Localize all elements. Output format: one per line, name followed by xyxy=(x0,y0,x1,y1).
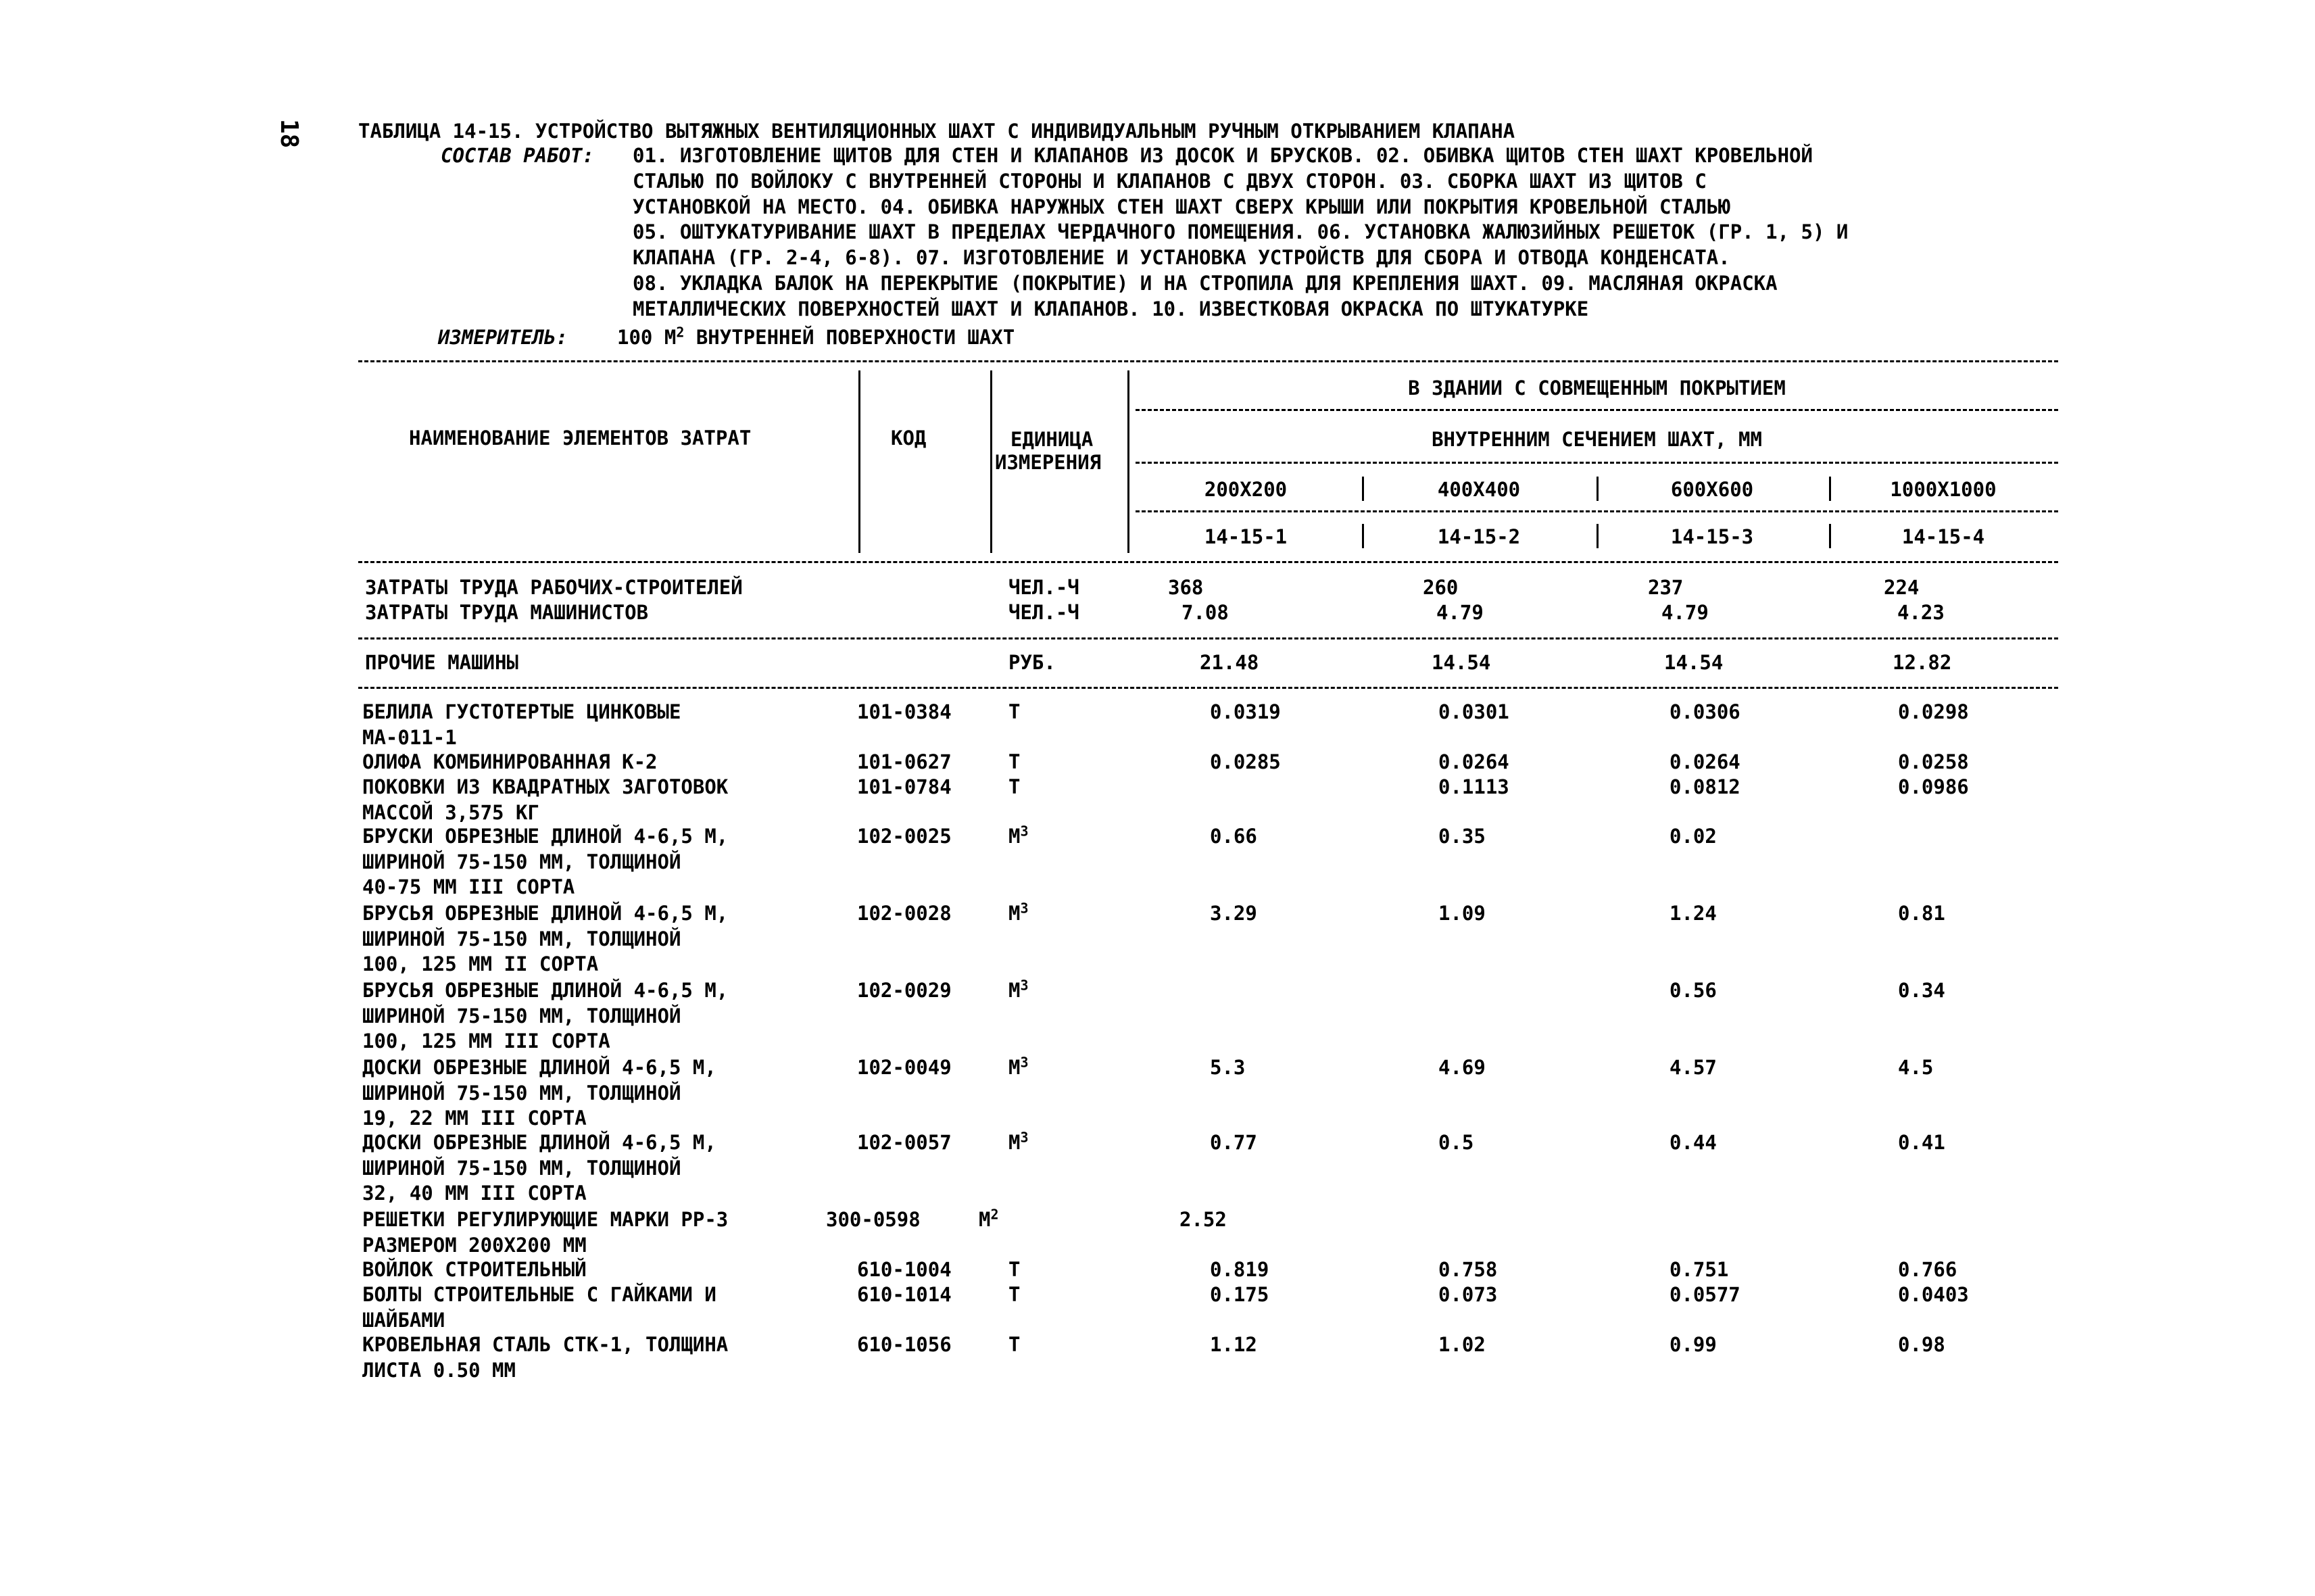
material-value: 0.81 xyxy=(1898,902,1945,925)
material-name-line: 100, 125 ММ II СОРТА xyxy=(362,952,599,975)
header-bottom-rule xyxy=(358,561,2058,563)
header-top-rule xyxy=(358,360,2058,362)
material-name-line: КРОВЕЛЬНАЯ СТАЛЬ СТК-1, ТОЛЩИНА xyxy=(362,1333,729,1356)
composition-line: УСТАНОВКОЙ НА МЕСТО. 04. ОБИВКА НАРУЖНЫХ СТЕН ШАХТ СВЕРХ КРЫШИ ИЛИ ПОКРЫТИЯ КРОВЕЛЬНОЙ СТАЛЬЮ xyxy=(633,195,1730,218)
material-value: 0.0986 xyxy=(1898,775,1969,798)
material-code: 102-0049 xyxy=(857,1056,952,1079)
meter-value xyxy=(617,325,1015,350)
header-size: 600Х600 xyxy=(1670,478,1754,501)
material-unit-text: Т xyxy=(1008,1283,1021,1306)
material-value: 0.0812 xyxy=(1670,775,1740,798)
material-value: 0.66 xyxy=(1210,825,1257,848)
meter-value-suffix: ВНУТРЕННЕЙ ПОВЕРХНОСТИ ШАХТ xyxy=(684,326,1015,349)
material-value: 0.1113 xyxy=(1438,775,1509,798)
material-unit-text: М xyxy=(1008,979,1021,1002)
meter-label: ИЗМЕРИТЕЛЬ: xyxy=(438,326,568,349)
material-unit xyxy=(1008,750,1020,775)
material-name-line: БРУСЬЯ ОБРЕЗНЫЕ ДЛИНОЙ 4-6,5 М, xyxy=(362,902,729,925)
material-unit xyxy=(1008,901,1029,926)
header-code: 14-15-3 xyxy=(1670,525,1754,548)
material-name-line: ОЛИФА КОМБИНИРОВАННАЯ К-2 xyxy=(362,750,658,773)
meter-value-sup: 2 xyxy=(676,324,685,341)
material-unit-text: М xyxy=(1008,1131,1021,1154)
labor-row-name: ЗАТРАТЫ ТРУДА РАБОЧИХ-СТРОИТЕЛЕЙ xyxy=(365,576,743,599)
material-unit-sup: 3 xyxy=(1020,1129,1029,1146)
machines-row-value: 14.54 xyxy=(1432,651,1491,674)
composition-line: КЛАПАНА (ГР. 2-4, 6-8). 07. ИЗГОТОВЛЕНИЕ И УСТАНОВКА УСТРОЙСТВ ДЛЯ СБОРА И ОТВОДА КОНДЕНСАТА. xyxy=(633,246,1730,270)
labor-row-value: 4.23 xyxy=(1897,601,1945,624)
machines-row-value: 21.48 xyxy=(1200,651,1259,674)
composition-line: 05. ОШТУКАТУРИВАНИЕ ШАХТ В ПРЕДЕЛАХ ЧЕРДАЧНОГО ПОМЕЩЕНИЯ. 06. УСТАНОВКА ЖАЛЮЗИЙНЫХ РЕШЕТОК (ГР. 1, 5) И xyxy=(633,220,1849,244)
material-code: 101-0627 xyxy=(857,750,952,773)
material-value: 1.02 xyxy=(1438,1333,1486,1356)
composition-line: 08. УКЛАДКА БАЛОК НА ПЕРЕКРЫТИЕ (ПОКРЫТИЕ) И НА СТРОПИЛА ДЛЯ КРЕПЛЕНИЯ ШАХТ. 09. МАСЛЯНАЯ ОКРАСКА xyxy=(633,272,1778,295)
material-value: 4.57 xyxy=(1670,1056,1717,1079)
meter-value-text: 100 М xyxy=(617,326,677,349)
material-unit-sup: 3 xyxy=(1020,977,1029,994)
material-value: 4.69 xyxy=(1438,1056,1486,1079)
material-value: 0.34 xyxy=(1898,979,1945,1002)
col-sep-unit xyxy=(990,370,992,553)
group-rule-2 xyxy=(1136,462,2058,464)
material-value: 0.35 xyxy=(1438,825,1486,848)
material-unit-sup: 3 xyxy=(1020,900,1029,917)
header-group-2: ВНУТРЕННИМ СЕЧЕНИЕМ ШАХТ, ММ xyxy=(1432,428,1762,451)
material-value: 0.751 xyxy=(1670,1258,1729,1281)
material-name-line: ШИРИНОЙ 75-150 ММ, ТОЛЩИНОЙ xyxy=(362,1004,681,1027)
material-unit xyxy=(1008,775,1020,800)
col-sep-size-3 xyxy=(1829,477,1831,501)
material-name-line: ШИРИНОЙ 75-150 ММ, ТОЛЩИНОЙ xyxy=(362,927,681,950)
material-code: 102-0029 xyxy=(857,979,952,1002)
material-unit-text: Т xyxy=(1008,1333,1021,1356)
material-name-line: ПОКОВКИ ИЗ КВАДРАТНЫХ ЗАГОТОВОК xyxy=(362,775,729,798)
machines-row-unit: РУБ. xyxy=(1008,651,1056,674)
col-sep-code-3 xyxy=(1829,524,1831,548)
material-value: 0.0306 xyxy=(1670,700,1740,723)
material-value: 0.56 xyxy=(1670,979,1717,1002)
material-name-line: РЕШЕТКИ РЕГУЛИРУЮЩИЕ МАРКИ РР-3 xyxy=(362,1208,729,1231)
material-value: 0.98 xyxy=(1898,1333,1945,1356)
material-value: 0.0264 xyxy=(1438,750,1509,773)
labor-row-value: 4.79 xyxy=(1661,601,1709,624)
composition-line: 01. ИЗГОТОВЛЕНИЕ ЩИТОВ ДЛЯ СТЕН И КЛАПАНОВ ИЗ ДОСОК И БРУСКОВ. 02. ОБИВКА ЩИТОВ СТЕН ШАХТ КРОВЕЛЬНОЙ xyxy=(633,144,1813,167)
material-code: 102-0028 xyxy=(857,902,952,925)
labor-row-unit: ЧЕЛ.-Ч xyxy=(1008,601,1079,624)
material-value: 0.0301 xyxy=(1438,700,1509,723)
material-name-line: ШАЙБАМИ xyxy=(362,1308,445,1332)
machines-row-value: 14.54 xyxy=(1664,651,1724,674)
material-name-line: ШИРИНОЙ 75-150 ММ, ТОЛЩИНОЙ xyxy=(362,850,681,873)
material-value: 0.99 xyxy=(1670,1333,1717,1356)
material-name-line: БЕЛИЛА ГУСТОТЕРТЫЕ ЦИНКОВЫЕ xyxy=(362,700,681,723)
labor-row-unit: ЧЕЛ.-Ч xyxy=(1008,576,1079,599)
header-code: 14-15-1 xyxy=(1204,525,1288,548)
material-name-line: МАССОЙ 3,575 КГ xyxy=(362,800,539,824)
material-name-line: 40-75 ММ III СОРТА xyxy=(362,875,575,898)
material-code: 102-0025 xyxy=(857,825,952,848)
material-name-line: ЛИСТА 0.50 ММ xyxy=(362,1358,516,1382)
material-name-line: 32, 40 ММ III СОРТА xyxy=(362,1182,587,1205)
col-sep-code-1 xyxy=(1362,524,1364,548)
material-unit xyxy=(1008,1332,1020,1357)
material-value: 0.758 xyxy=(1438,1258,1498,1281)
material-unit-text: Т xyxy=(1008,775,1021,798)
header-name-col: НАИМЕНОВАНИЕ ЭЛЕМЕНТОВ ЗАТРАТ xyxy=(409,427,752,450)
material-unit-text: Т xyxy=(1008,700,1021,723)
material-value: 0.02 xyxy=(1670,825,1717,848)
labor-row-name: ЗАТРАТЫ ТРУДА МАШИНИСТОВ xyxy=(365,601,649,624)
header-code-col: КОД xyxy=(891,427,927,450)
material-unit-text: М xyxy=(979,1208,991,1231)
material-value: 0.77 xyxy=(1210,1131,1257,1154)
col-sep-size-1 xyxy=(1362,477,1364,501)
material-name-line: ШИРИНОЙ 75-150 ММ, ТОЛЩИНОЙ xyxy=(362,1156,681,1180)
material-value: 1.24 xyxy=(1670,902,1717,925)
material-unit xyxy=(1008,978,1029,1003)
labor-row-value: 237 xyxy=(1648,576,1684,599)
header-unit-col-1: ЕДИНИЦА xyxy=(1010,428,1094,451)
material-unit xyxy=(1008,1257,1020,1282)
material-value: 0.0319 xyxy=(1210,700,1281,723)
labor-row-value: 7.08 xyxy=(1181,601,1229,624)
material-value: 3.29 xyxy=(1210,902,1257,925)
material-value: 0.766 xyxy=(1898,1258,1957,1281)
material-code: 101-0384 xyxy=(857,700,952,723)
material-value: 0.0577 xyxy=(1670,1283,1740,1306)
material-value: 0.0258 xyxy=(1898,750,1969,773)
material-value: 1.12 xyxy=(1210,1333,1257,1356)
material-unit xyxy=(1008,1130,1029,1155)
material-code: 610-1014 xyxy=(857,1283,952,1306)
machines-bottom-rule xyxy=(358,687,2058,689)
material-unit-text: Т xyxy=(1008,750,1021,773)
material-value: 0.0298 xyxy=(1898,700,1969,723)
col-sep-size-2 xyxy=(1597,477,1599,501)
labor-row-value: 260 xyxy=(1423,576,1459,599)
machines-row-value: 12.82 xyxy=(1893,651,1952,674)
material-unit-text: Т xyxy=(1008,1258,1021,1281)
material-name-line: ШИРИНОЙ 75-150 ММ, ТОЛЩИНОЙ xyxy=(362,1081,681,1105)
material-unit-text: М xyxy=(1008,1056,1021,1079)
material-name-line: ДОСКИ ОБРЕЗНЫЕ ДЛИНОЙ 4-6,5 М, xyxy=(362,1056,716,1079)
material-value: 2.52 xyxy=(1179,1208,1227,1231)
material-value: 0.175 xyxy=(1210,1283,1269,1306)
header-size: 200Х200 xyxy=(1204,478,1288,501)
material-unit xyxy=(1008,1282,1020,1307)
material-unit-sup: 2 xyxy=(990,1206,999,1223)
material-unit-sup: 3 xyxy=(1020,823,1029,840)
labor-row-value: 368 xyxy=(1168,576,1204,599)
composition-label: СОСТАВ РАБОТ: xyxy=(441,144,594,167)
material-value: 0.41 xyxy=(1898,1131,1945,1154)
material-value: 0.0403 xyxy=(1898,1283,1969,1306)
labor-bottom-rule xyxy=(358,637,2058,639)
material-name-line: МА-011-1 xyxy=(362,725,457,749)
material-code: 610-1004 xyxy=(857,1258,952,1281)
material-unit-sup: 3 xyxy=(1020,1054,1029,1071)
material-unit xyxy=(979,1207,999,1232)
material-value: 0.819 xyxy=(1210,1258,1269,1281)
group-rule-3 xyxy=(1136,510,2058,512)
material-name-line: РАЗМЕРОМ 200Х200 ММ xyxy=(362,1233,587,1257)
material-name-line: ВОЙЛОК СТРОИТЕЛЬНЫЙ xyxy=(362,1258,587,1281)
material-value: 4.5 xyxy=(1898,1056,1934,1079)
header-code: 14-15-2 xyxy=(1437,525,1521,548)
machines-row-name: ПРОЧИЕ МАШИНЫ xyxy=(365,651,518,674)
header-group-1: В ЗДАНИИ С СОВМЕЩЕННЫМ ПОКРЫТИЕМ xyxy=(1408,377,1786,400)
header-size: 400Х400 xyxy=(1437,478,1521,501)
material-value: 0.0285 xyxy=(1210,750,1281,773)
col-sep-code xyxy=(858,370,860,553)
col-sep-code-2 xyxy=(1597,524,1599,548)
material-code: 610-1056 xyxy=(857,1333,952,1356)
material-value: 0.5 xyxy=(1438,1131,1474,1154)
material-value: 0.44 xyxy=(1670,1131,1717,1154)
col-sep-values xyxy=(1127,370,1129,553)
header-size: 1000Х1000 xyxy=(1890,478,1997,501)
material-name-line: ДОСКИ ОБРЕЗНЫЕ ДЛИНОЙ 4-6,5 М, xyxy=(362,1131,716,1154)
material-name-line: БОЛТЫ СТРОИТЕЛЬНЫЕ С ГАЙКАМИ И xyxy=(362,1283,716,1306)
composition-line: МЕТАЛЛИЧЕСКИХ ПОВЕРХНОСТЕЙ ШАХТ И КЛАПАНОВ. 10. ИЗВЕСТКОВАЯ ОКРАСКА ПО ШТУКАТУРКЕ xyxy=(633,297,1589,320)
material-unit xyxy=(1008,824,1029,849)
material-value: 1.09 xyxy=(1438,902,1486,925)
material-name-line: БРУСКИ ОБРЕЗНЫЕ ДЛИНОЙ 4-6,5 М, xyxy=(362,825,729,848)
material-unit xyxy=(1008,1055,1029,1080)
labor-row-value: 4.79 xyxy=(1436,601,1484,624)
material-value: 0.0264 xyxy=(1670,750,1740,773)
labor-row-value: 224 xyxy=(1884,576,1920,599)
material-code: 101-0784 xyxy=(857,775,952,798)
group-rule-1 xyxy=(1136,409,2058,411)
table-title: ТАБЛИЦА 14-15. УСТРОЙСТВО ВЫТЯЖНЫХ ВЕНТИЛЯЦИОННЫХ ШАХТ С ИНДИВИДУАЛЬНЫМ РУЧНЫМ ОТКРЫВАНИЕМ КЛАПАНА xyxy=(358,120,1515,143)
material-unit-text: М xyxy=(1008,902,1021,925)
material-value: 0.073 xyxy=(1438,1283,1498,1306)
material-unit xyxy=(1008,700,1020,725)
material-name-line: 19, 22 ММ III СОРТА xyxy=(362,1107,587,1130)
material-code: 102-0057 xyxy=(857,1131,952,1154)
material-code: 300-0598 xyxy=(826,1208,921,1231)
material-name-line: 100, 125 ММ III СОРТА xyxy=(362,1030,610,1053)
material-name-line: БРУСЬЯ ОБРЕЗНЫЕ ДЛИНОЙ 4-6,5 М, xyxy=(362,979,729,1002)
page-number: 18 xyxy=(275,119,303,149)
header-unit-col-2: ИЗМЕРЕНИЯ xyxy=(995,451,1102,474)
material-value: 5.3 xyxy=(1210,1056,1246,1079)
header-code: 14-15-4 xyxy=(1901,525,1985,548)
material-unit-text: М xyxy=(1008,825,1021,848)
composition-line: СТАЛЬЮ ПО ВОЙЛОКУ С ВНУТРЕННЕЙ СТОРОНЫ И КЛАПАНОВ С ДВУХ СТОРОН. 03. СБОРКА ШАХТ ИЗ ЩИТОВ С xyxy=(633,169,1707,193)
